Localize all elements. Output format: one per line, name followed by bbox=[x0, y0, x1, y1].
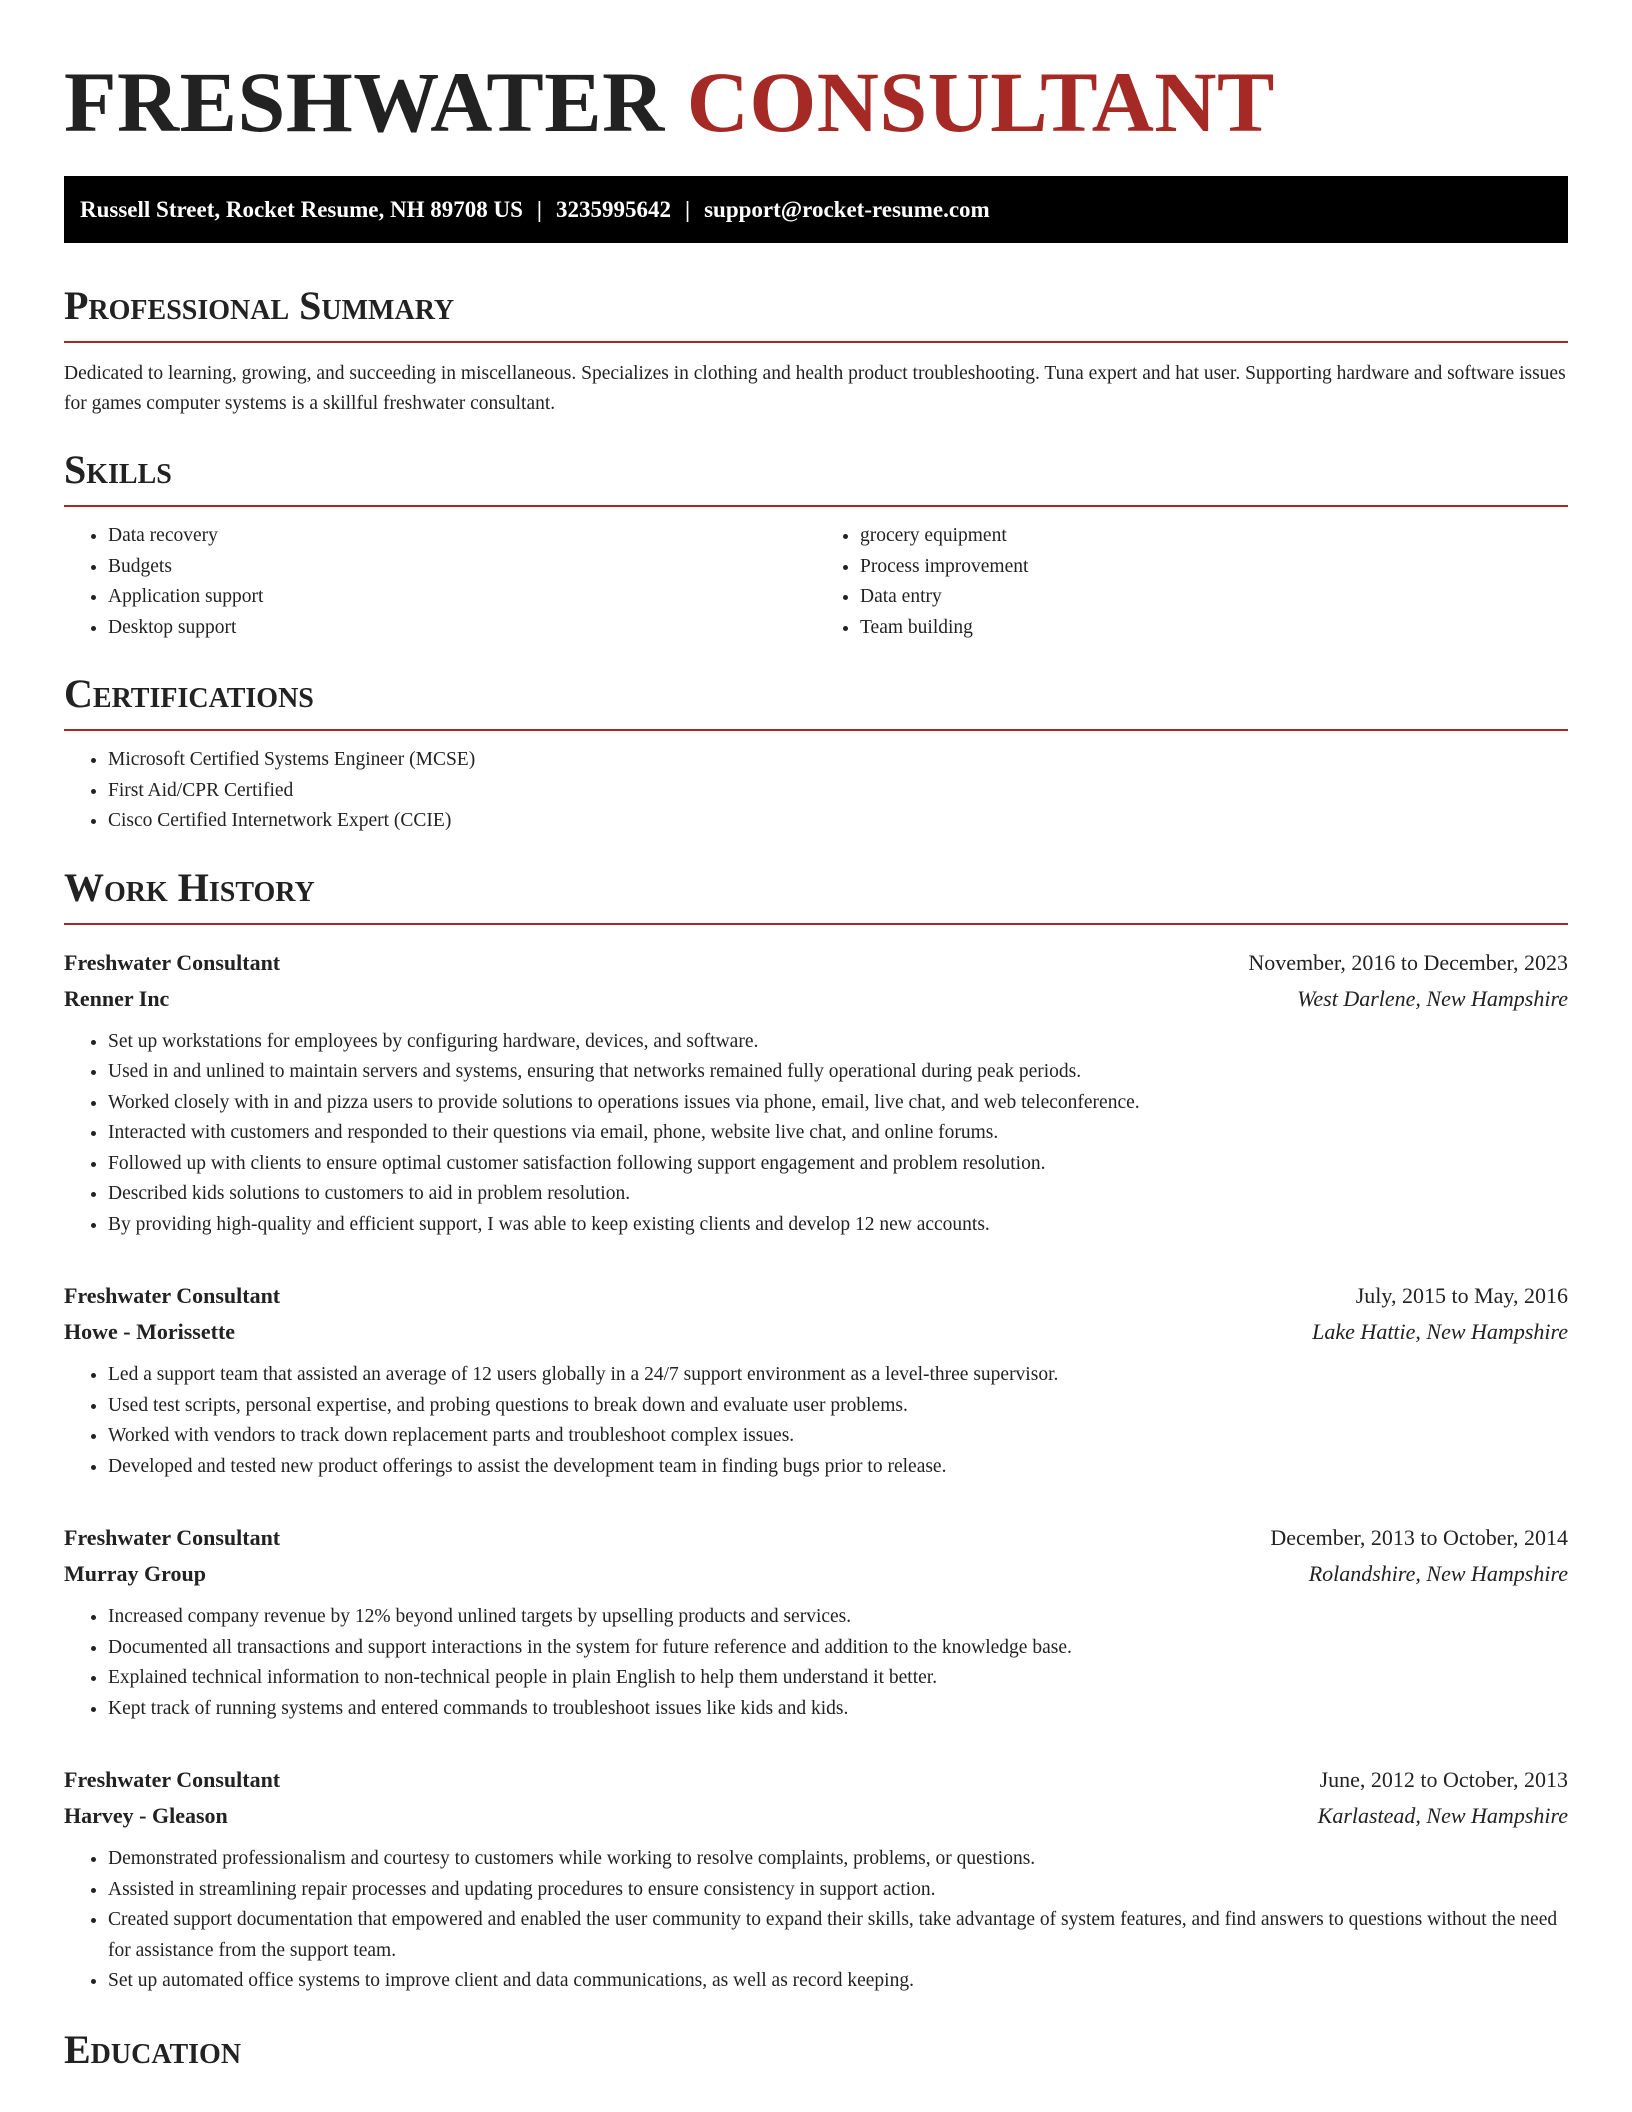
job-bullet: • Interacted with customers and responded to their questions via email, phone, website live chat, and online forums. bbox=[108, 1118, 1568, 1149]
job-bullet: • Documented all transactions and support interactions in the system for future reference and addition to the knowledge base. bbox=[108, 1633, 1568, 1664]
certifications-section bbox=[64, 671, 1568, 837]
resume-page bbox=[64, 0, 1568, 2085]
job-bullet: • Created support documentation that empowered and enabled the user community to expand their skills, take advantage of system features, and find answers to questions without the need for assistance from the support team. bbox=[108, 1905, 1568, 1966]
job-title-row bbox=[64, 1762, 1568, 1798]
job-dates: December, 2013 to October, 2014 bbox=[1270, 1525, 1568, 1550]
job-bullet: • Set up automated office systems to improve client and data communications, as well as record keeping. bbox=[108, 1966, 1568, 1997]
certification-item: • First Aid/CPR Certified bbox=[108, 776, 1568, 807]
skills-columns bbox=[64, 507, 1568, 643]
job-title: Freshwater Consultant bbox=[64, 1283, 281, 1308]
skill-item: • Data recovery bbox=[108, 521, 816, 552]
skill-item: • Process improvement bbox=[860, 552, 1568, 583]
job-title: Freshwater Consultant bbox=[64, 1767, 281, 1792]
job-company: Murray Group bbox=[64, 1561, 206, 1586]
job-bullet: • Kept track of running systems and entered commands to troubleshoot issues like kids and kids. bbox=[108, 1694, 1568, 1725]
skills-section bbox=[64, 447, 1568, 643]
job-title: Freshwater Consultant bbox=[64, 949, 281, 975]
job-bullet: • Set up workstations for employees by configuring hardware, devices, and software. bbox=[108, 1027, 1568, 1058]
job-bullet: • Increased company revenue by 12% beyond unlined targets by upselling products and services. bbox=[108, 1602, 1568, 1633]
job-bullet: • Described kids solutions to customers to aid in problem resolution. bbox=[108, 1179, 1568, 1210]
job-bullets bbox=[64, 1360, 1568, 1482]
job-entry bbox=[64, 1278, 1568, 1482]
job-entry bbox=[64, 1762, 1568, 1997]
certifications-list bbox=[64, 745, 1568, 837]
summary-title: Professional Summary bbox=[64, 283, 1568, 343]
job-bullet: • Used test scripts, personal expertise, and probing questions to break down and evaluate user problems. bbox=[108, 1391, 1568, 1422]
job-company-row bbox=[64, 1556, 1568, 1592]
job-company-row bbox=[64, 1798, 1568, 1834]
job-bullet: • Developed and tested new product offerings to assist the development team in finding bugs prior to release. bbox=[108, 1452, 1568, 1483]
job-title-row bbox=[64, 945, 1568, 981]
work-history-section bbox=[64, 865, 1568, 1997]
skill-item: • Team building bbox=[860, 613, 1568, 644]
skill-item: • Data entry bbox=[860, 582, 1568, 613]
job-company: Harvey - Gleason bbox=[64, 1803, 228, 1828]
skill-item: • Desktop support bbox=[108, 613, 816, 644]
job-bullet: • Used in and unlined to maintain servers and systems, ensuring that networks remained fully operational during peak periods. bbox=[108, 1057, 1568, 1088]
job-bullet: • Assisted in streamlining repair processes and updating procedures to ensure consistency in support action. bbox=[108, 1875, 1568, 1906]
job-list bbox=[64, 945, 1568, 1997]
skills-list-left bbox=[64, 521, 816, 643]
job-location: West Darlene, New Hampshire bbox=[1297, 985, 1568, 1011]
skills-list-right bbox=[816, 521, 1568, 643]
job-title-row bbox=[64, 1520, 1568, 1556]
job-company: Howe - Morissette bbox=[64, 1319, 236, 1344]
skill-item: • Budgets bbox=[108, 552, 816, 583]
last-name: CONSULTANT bbox=[686, 54, 1275, 150]
summary-text: Dedicated to learning, growing, and succeeding in miscellaneous. Specializes in clothing and health product troubleshooting. Tuna expert and hat user. Supporting hardware and software issues for games computer systems is a skillful freshwater consultant. bbox=[64, 363, 1566, 414]
job-bullet: • Worked with vendors to track down replacement parts and troubleshoot complex issues. bbox=[108, 1421, 1568, 1452]
job-bullets bbox=[64, 1844, 1568, 1997]
certification-item: • Cisco Certified Internetwork Expert (CCIE) bbox=[108, 806, 1568, 837]
job-title-row bbox=[64, 1278, 1568, 1314]
job-bullets bbox=[64, 1027, 1568, 1241]
contact-phone: 3235995642 bbox=[556, 197, 671, 222]
contact-separator: | bbox=[685, 197, 691, 222]
skills-title: Skills bbox=[64, 447, 1568, 507]
job-company-row bbox=[64, 981, 1568, 1017]
first-name: FRESHWATER bbox=[64, 54, 665, 150]
skill-item: • grocery equipment bbox=[860, 521, 1568, 552]
contact-bar bbox=[64, 176, 1568, 243]
job-entry bbox=[64, 945, 1568, 1241]
contact-address: Russell Street, Rocket Resume, NH 89708 US bbox=[80, 197, 523, 222]
job-bullet: • Demonstrated professionalism and courtesy to customers while working to resolve complaints, problems, or questions. bbox=[108, 1844, 1568, 1875]
education-title: Education bbox=[64, 2026, 242, 2072]
job-company: Renner Inc bbox=[64, 985, 170, 1011]
job-entry bbox=[64, 1520, 1568, 1724]
summary-section bbox=[64, 283, 1568, 419]
certification-item: • Microsoft Certified Systems Engineer (MCSE) bbox=[108, 745, 1568, 776]
job-dates: June, 2012 to October, 2013 bbox=[1319, 1767, 1568, 1792]
job-dates: November, 2016 to December, 2023 bbox=[1248, 949, 1568, 975]
job-bullets bbox=[64, 1602, 1568, 1724]
work-history-title: Work History bbox=[64, 865, 1568, 925]
job-location: Karlastead, New Hampshire bbox=[1317, 1803, 1568, 1828]
job-dates: July, 2015 to May, 2016 bbox=[1355, 1283, 1568, 1308]
job-location: Lake Hattie, New Hampshire bbox=[1312, 1319, 1568, 1344]
job-title: Freshwater Consultant bbox=[64, 1525, 281, 1550]
job-bullet: • Worked closely with in and pizza users to provide solutions to operations issues via phone, email, live chat, and web teleconference. bbox=[108, 1088, 1568, 1119]
candidate-name bbox=[64, 56, 1568, 148]
contact-email: support@rocket-resume.com bbox=[704, 197, 990, 222]
job-location: Rolandshire, New Hampshire bbox=[1308, 1561, 1568, 1586]
job-bullet: • Led a support team that assisted an average of 12 users globally in a 24/7 support environment as a level-three supervisor. bbox=[108, 1360, 1568, 1391]
job-bullet: • By providing high-quality and efficient support, I was able to keep existing clients and develop 12 new accounts. bbox=[108, 1210, 1568, 1241]
job-company-row bbox=[64, 1314, 1568, 1350]
education-section bbox=[64, 2027, 1568, 2085]
job-bullet: • Explained technical information to non-technical people in plain English to help them understand it better. bbox=[108, 1663, 1568, 1694]
contact-separator: | bbox=[536, 197, 542, 222]
job-bullet: • Followed up with clients to ensure optimal customer satisfaction following support engagement and problem resolution. bbox=[108, 1149, 1568, 1180]
certifications-title: Certifications bbox=[64, 671, 1568, 731]
skill-item: • Application support bbox=[108, 582, 816, 613]
